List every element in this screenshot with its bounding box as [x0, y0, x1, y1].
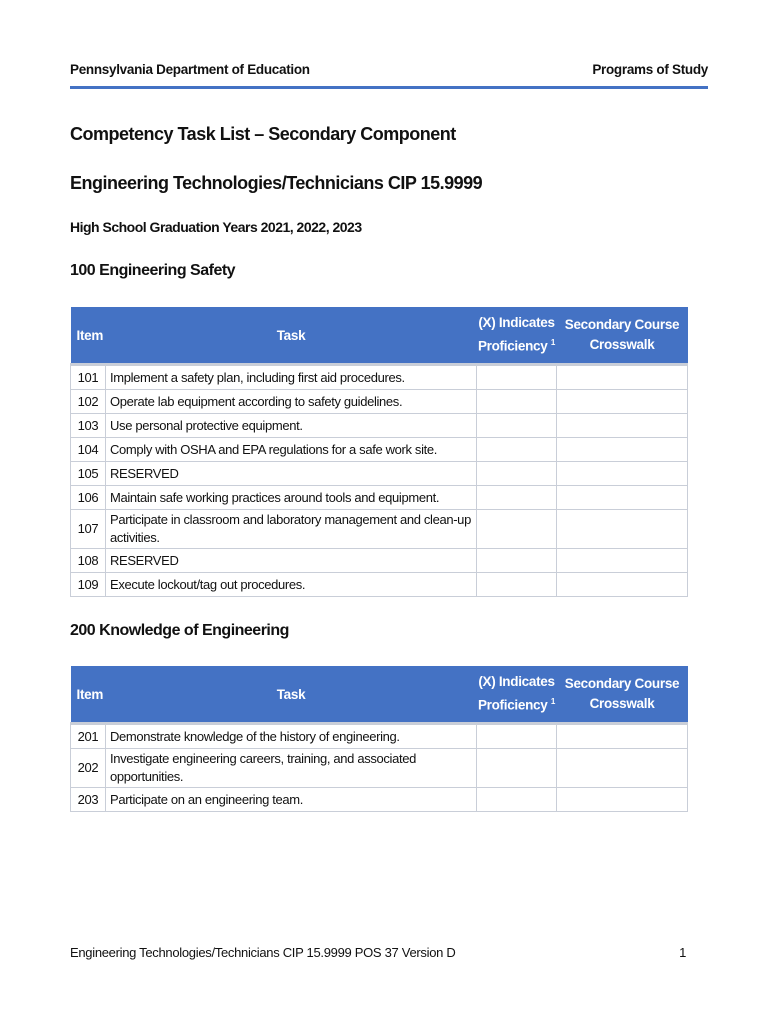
crosswalk-cell	[557, 724, 688, 749]
table-header-row	[71, 666, 688, 724]
header-organization: Pennsylvania Department of Education	[70, 62, 310, 77]
crosswalk-header-line1: Secondary Course	[564, 317, 680, 332]
item-number: 109	[71, 573, 106, 597]
section-title-engineering-safety: 100 Engineering Safety	[70, 262, 236, 279]
item-number: 101	[71, 365, 106, 390]
proficiency-cell	[477, 365, 557, 390]
crosswalk-cell	[557, 510, 688, 549]
proficiency-cell	[477, 462, 557, 486]
proficiency-cell	[477, 549, 557, 573]
proficiency-header-line1: (X) Indicates	[478, 674, 555, 690]
crosswalk-cell	[557, 462, 688, 486]
table-row	[71, 549, 688, 573]
item-number: 203	[71, 788, 106, 812]
column-header-item: Item	[71, 666, 106, 724]
table-row	[71, 438, 688, 462]
column-header-proficiency	[477, 666, 557, 724]
column-header-proficiency	[477, 307, 557, 365]
crosswalk-header-line2: Crosswalk	[589, 696, 655, 711]
column-header-task: Task	[106, 307, 477, 365]
crosswalk-cell	[557, 573, 688, 597]
crosswalk-cell	[557, 549, 688, 573]
item-number: 107	[71, 510, 106, 549]
item-number: 103	[71, 414, 106, 438]
task-text: Demonstrate knowledge of the history of engineering.	[106, 724, 477, 749]
task-text: Execute lockout/tag out procedures.	[106, 573, 477, 597]
item-number: 104	[71, 438, 106, 462]
proficiency-cell	[477, 724, 557, 749]
table-row	[71, 749, 688, 788]
table-row	[71, 462, 688, 486]
page-header	[70, 62, 708, 89]
task-text: Investigate engineering careers, training, and associated opportunities.	[106, 749, 477, 788]
proficiency-cell	[477, 573, 557, 597]
task-text: Participate in classroom and laboratory management and clean-up activities.	[106, 510, 477, 549]
table-row	[71, 390, 688, 414]
crosswalk-cell	[557, 365, 688, 390]
column-header-crosswalk	[557, 307, 688, 365]
task-text: Operate lab equipment according to safety guidelines.	[106, 390, 477, 414]
task-text: Comply with OSHA and EPA regulations for a safe work site.	[106, 438, 477, 462]
table-row	[71, 365, 688, 390]
item-number: 202	[71, 749, 106, 788]
proficiency-cell	[477, 438, 557, 462]
task-text: RESERVED	[106, 549, 477, 573]
graduation-years: High School Graduation Years 2021, 2022, 2023	[70, 219, 362, 235]
proficiency-cell	[477, 390, 557, 414]
crosswalk-header-line1: Secondary Course	[564, 676, 680, 691]
crosswalk-cell	[557, 414, 688, 438]
page-footer	[70, 945, 686, 960]
section-title-knowledge-of-engineering: 200 Knowledge of Engineering	[70, 622, 289, 639]
footer-document-id: Engineering Technologies/Technicians CIP 15.9999 POS 37 Version D	[70, 945, 456, 960]
proficiency-cell	[477, 749, 557, 788]
task-text: RESERVED	[106, 462, 477, 486]
proficiency-footnote-marker: 1	[550, 338, 556, 348]
header-section-label: Programs of Study	[592, 62, 708, 77]
crosswalk-cell	[557, 438, 688, 462]
item-number: 108	[71, 549, 106, 573]
item-number: 106	[71, 486, 106, 510]
proficiency-footnote-marker: 1	[550, 697, 556, 707]
proficiency-header-line2: Proficiency	[477, 338, 548, 354]
table-row	[71, 573, 688, 597]
item-number: 105	[71, 462, 106, 486]
task-table-knowledge-of-engineering	[70, 666, 688, 812]
table-body	[71, 365, 688, 597]
table-row	[71, 486, 688, 510]
column-header-task: Task	[106, 666, 477, 724]
task-text: Implement a safety plan, including first aid procedures.	[106, 365, 477, 390]
task-text: Use personal protective equipment.	[106, 414, 477, 438]
crosswalk-cell	[557, 390, 688, 414]
proficiency-header-line1: (X) Indicates	[478, 315, 555, 331]
task-text: Maintain safe working practices around tools and equipment.	[106, 486, 477, 510]
crosswalk-cell	[557, 788, 688, 812]
proficiency-cell	[477, 486, 557, 510]
crosswalk-header-line2: Crosswalk	[589, 337, 655, 352]
column-header-crosswalk	[557, 666, 688, 724]
document-title: Competency Task List – Secondary Component	[70, 124, 456, 144]
table-row	[71, 724, 688, 749]
document-subtitle: Engineering Technologies/Technicians CIP 15.9999	[70, 173, 483, 193]
crosswalk-cell	[557, 749, 688, 788]
table-row	[71, 510, 688, 549]
table-row	[71, 788, 688, 812]
item-number: 102	[71, 390, 106, 414]
item-number: 201	[71, 724, 106, 749]
proficiency-header-line2: Proficiency	[477, 697, 548, 713]
column-header-item: Item	[71, 307, 106, 365]
table-row	[71, 414, 688, 438]
crosswalk-cell	[557, 486, 688, 510]
page-number: 1	[679, 945, 686, 960]
task-text: Participate on an engineering team.	[106, 788, 477, 812]
proficiency-cell	[477, 788, 557, 812]
table-header-row	[71, 307, 688, 365]
proficiency-cell	[477, 510, 557, 549]
table-body	[71, 724, 688, 812]
proficiency-cell	[477, 414, 557, 438]
task-table-engineering-safety	[70, 307, 688, 597]
